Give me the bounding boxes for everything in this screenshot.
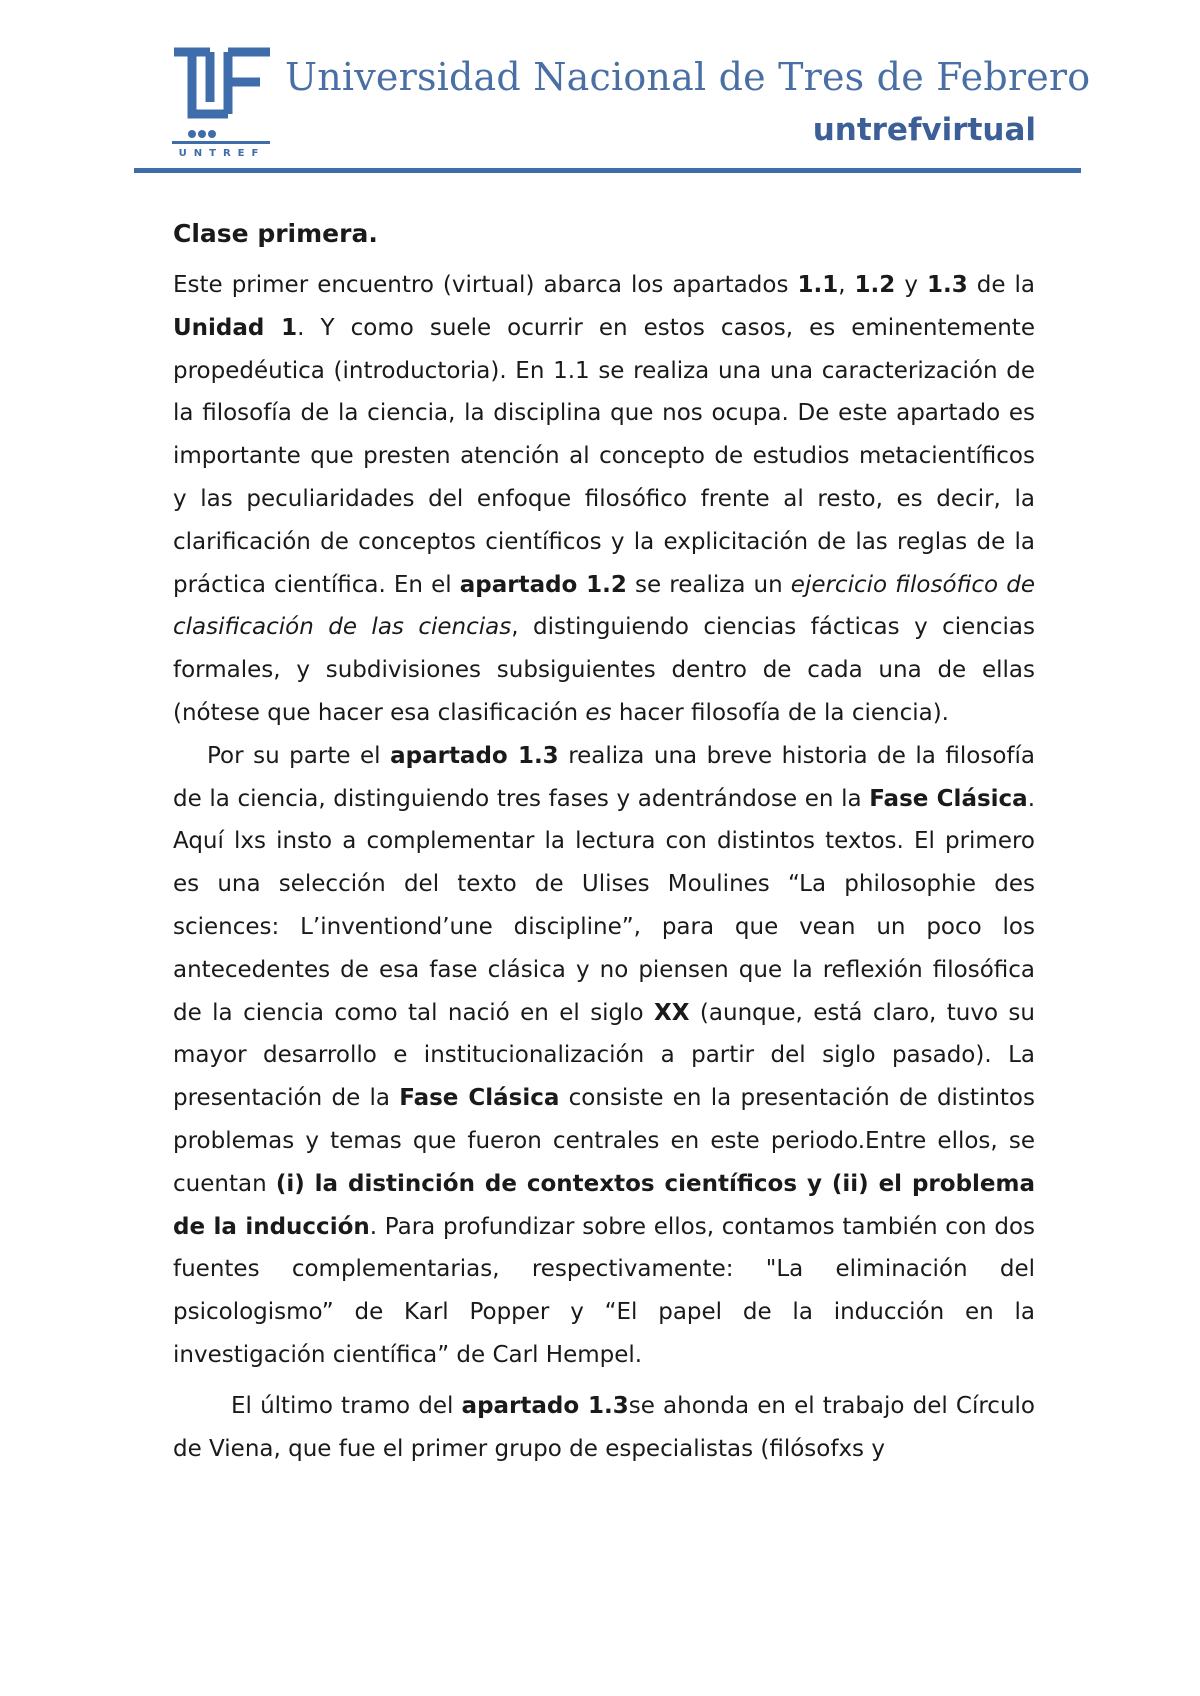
text-run: de la [967, 272, 1036, 298]
document-title: Clase primera. [173, 219, 378, 248]
bold-run: 1.1 [797, 272, 839, 298]
text-run: y [895, 272, 927, 298]
bold-run: Unidad 1 [173, 314, 298, 341]
text-run: se realiza un [626, 571, 791, 598]
text-run: El último tramo del [231, 1392, 462, 1419]
svg-text:UNTREF: UNTREF [178, 148, 266, 159]
bold-run: Fase Clásica [399, 1085, 560, 1112]
bold-run: apartado 1.3 [390, 742, 559, 769]
text-run: Este primer encuentro (virtual) abarca los apartados [173, 272, 798, 298]
text-run: . Para profundizar sobre ellos, contamos también con dos fuentes complementarias, respectivamente: "La eliminación del psicologismo” de Karl Popper y “El papel de la inducción en la investigación científica” de Carl Hempel. [173, 1213, 1035, 1368]
untref-logo [170, 44, 280, 164]
university-name: Universidad Nacional de Tres de Febrero [285, 55, 1091, 99]
bold-run: XX [654, 999, 690, 1026]
header-divider [134, 168, 1081, 173]
paragraph-3 [173, 1385, 1035, 1471]
text-run: se ahonda en el trabajo del Círculo de Viena, que fue el primer grupo de especialistas (filósofxs y [173, 1392, 1035, 1462]
portal-name: untrefvirtual [812, 112, 1036, 148]
text-run: . Aquí lxs insto a complementar la lectura con distintos textos. El primero es una selección del texto de Ulises Moulines “La philosophie des sciences: L’inventiond’une discipline”, para que vean un poco los antecedentes de esa fase clásica y no piensen que la reflexión filosófica de la ciencia como tal nació en el siglo [173, 785, 1036, 1026]
bold-run: 1.3 [926, 272, 968, 298]
text-run: realiza una breve historia de la filosofía de la ciencia, distinguiendo tres fases y adentrándose en la [173, 742, 1035, 812]
italic-run: es [585, 699, 612, 726]
bold-run: apartado 1.2 [459, 571, 627, 598]
bold-run: (i) la distinción de contextos científicos y (ii) el problema de la inducción [173, 1170, 1035, 1240]
italic-run: ejercicio filosófico de clasificación de las ciencias [173, 571, 1035, 641]
text-run: (aunque, está claro, tuvo su mayor desarrollo e institucionalización a partir del siglo pasado). La presentación de la [173, 999, 1035, 1112]
paragraph-2 [173, 735, 1035, 1377]
text-run: . Y como suele ocurrir en estos casos, es eminentemente propedéutica (introductoria). En 1.1 se realiza una una caracterización de la filosofía de la ciencia, la disciplina que nos ocupa. De este apartado es importante que presten atención al concepto de estudios metacientíficos y las peculiaridades del enfoque filosófico frente al resto, es decir, la clarificación de conceptos científicos y la explicitación de las reglas de la práctica científica. En el [173, 314, 1035, 598]
text-run: hacer filosofía de la ciencia). [611, 699, 949, 726]
text-run: Por su parte el [207, 742, 391, 769]
bold-run: apartado 1.3 [461, 1392, 629, 1419]
text-run: consiste en la presentación de distintos problemas y temas que fueron centrales en este periodo.Entre ellos, se cuentan [173, 1085, 1035, 1197]
text-run: , [838, 272, 855, 298]
document-body [173, 214, 1035, 1470]
bold-run: Fase Clásica [869, 785, 1028, 812]
text-run: , distinguiendo ciencias fácticas y ciencias formales, y subdivisiones subsiguientes dentro de cada una de ellas (nótese que hacer esa clasificación [173, 614, 1036, 726]
bold-run: 1.2 [854, 272, 896, 298]
paragraph-1 [173, 264, 1035, 735]
document-header [0, 0, 1200, 180]
